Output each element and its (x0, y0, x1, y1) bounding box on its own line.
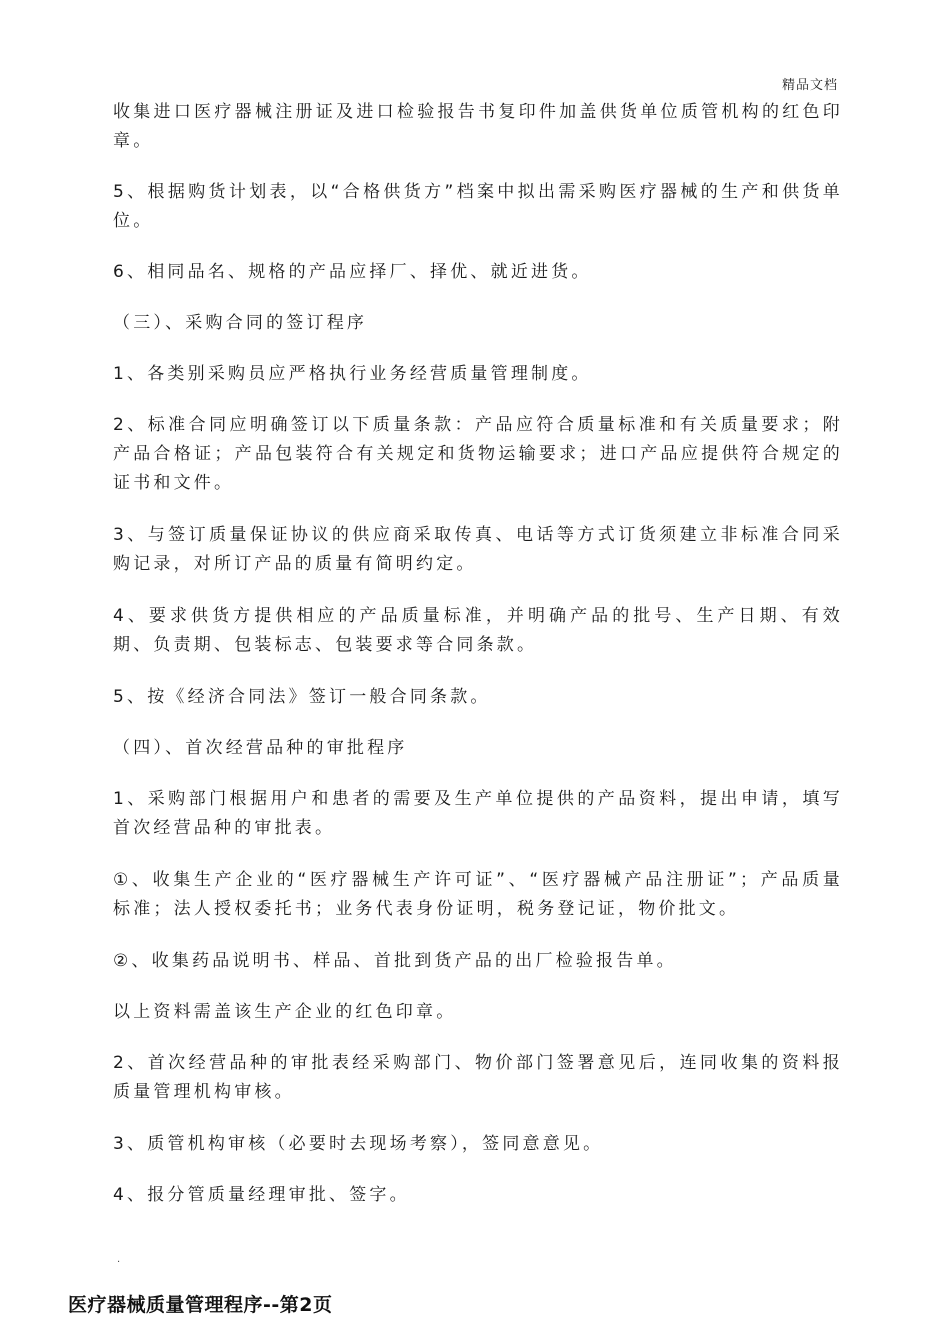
paragraph-3: 6、相同品名、规格的产品应择厂、择优、就近进货。 (113, 262, 592, 282)
paragraph-1: 收集进口医疗器械注册证及进口检验报告书复印件加盖供货单位质管机构的红色印章。 (113, 102, 843, 151)
paragraph-6: 3、与签订质量保证协议的供应商采取传真、电话等方式订货须建立非标准合同采购记录，对所订产品的质量有简明约定。 (113, 525, 843, 574)
header-label: 精品文档 (781, 78, 838, 93)
paragraph-11: ②、收集药品说明书、样品、首批到货产品的出厂检验报告单。 (113, 951, 677, 971)
paragraph-5: 2、标准合同应明确签订以下质量条款：产品应符合质量标准和有关质量要求；附产品合格证；产品包装符合有关规定和货物运输要求；进口产品应提供符合规定的证书和文件。 (113, 415, 843, 493)
paragraph-4: 1、各类别采购员应严格执行业务经营质量管理制度。 (113, 364, 592, 384)
paragraph-13: 2、首次经营品种的审批表经采购部门、物价部门签署意见后，连同收集的资料报质量管理机构审核。 (113, 1053, 843, 1102)
section-heading-4: （四）、首次经营品种的审批程序 (113, 738, 408, 758)
paragraph-7: 4、要求供货方提供相应的产品质量标准，并明确产品的批号、生产日期、有效期、负责期、包装标志、包装要求等合同条款。 (113, 606, 843, 655)
paragraph-9: 1、采购部门根据用户和患者的需要及生产单位提供的产品资料，提出申请，填写首次经营品种的审批表。 (113, 789, 843, 838)
page-footer: 医疗器械质量管理程序--第2页 (68, 1294, 333, 1316)
paragraph-14: 3、质管机构审核（必要时去现场考察），签同意意见。 (113, 1134, 604, 1154)
paragraph-10: ①、收集生产企业的“医疗器械生产许可证”、“医疗器械产品注册证”；产品质量标准；法人授权委托书；业务代表身份证明，税务登记证，物价批文。 (113, 870, 843, 919)
section-heading-3: （三）、采购合同的签订程序 (113, 313, 368, 333)
page-dot: . (117, 1254, 121, 1265)
document-body (113, 98, 843, 1232)
paragraph-15: 4、报分管质量经理审批、签字。 (113, 1185, 410, 1205)
paragraph-2: 5、根据购货计划表，以“合格供货方”档案中拟出需采购医疗器械的生产和供货单位。 (113, 182, 843, 231)
paragraph-8: 5、按《经济合同法》签订一般合同条款。 (113, 687, 491, 707)
paragraph-12: 以上资料需盖该生产企业的红色印章。 (113, 1002, 457, 1022)
